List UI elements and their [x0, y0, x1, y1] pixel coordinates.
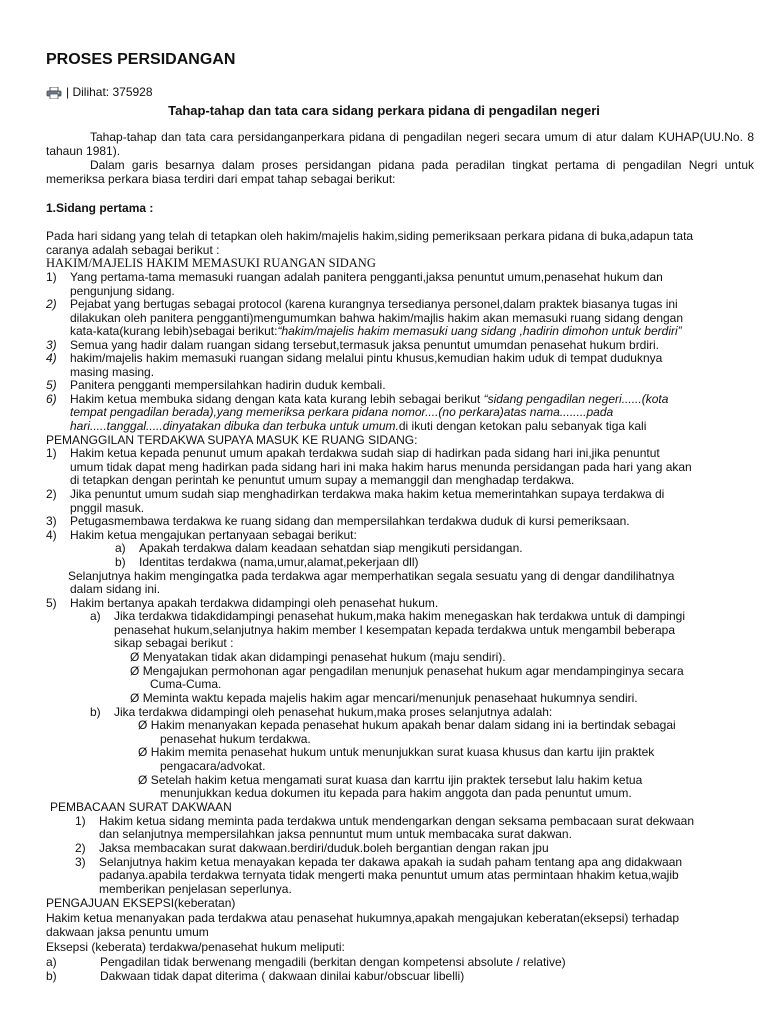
body-line: Hakim ketua menanyakan pada terdakwa atau penasehat hukumnya,apakah mengajukan keberatan(eksepsi) terhadap: [46, 911, 680, 925]
list-text: Apakah terdakwa dalam keadaan sehatdan siap mengikuti persidangan.: [139, 541, 523, 555]
list-text: Hakim menanyakan kepada penasehat hukum apakah benar dalam sidang ini ia bertindak sebagai: [150, 718, 676, 732]
list-text: Hakim ketua mengajukan pertanyaan sebagai berikut:: [70, 528, 357, 542]
list-text: Menyatakan tidak akan didampingi penasehat hukum (maju sendiri).: [142, 650, 506, 664]
list-item: [46, 970, 464, 984]
list-item: [46, 352, 662, 366]
list-text: Jika terdakwa didampingi oleh penasehat hukum,maka proses selanjutnya adalah:: [114, 705, 553, 719]
page-title: PROSES PERSIDANGAN: [46, 51, 236, 68]
intro-paragraph-2: Dalam garis besarnya dalam proses persidangan pidana pada peradilan tingkat pertama di pengadilan Negri untuk memeriksa perkara biasa terdiri dari empat tahap sebagai berikut:: [46, 158, 754, 186]
list-continuation: Cuma-Cuma.: [150, 677, 222, 691]
list-text: kata-kata(kurang lebih)sebagai berikut:: [70, 324, 278, 338]
list-letter: b): [115, 555, 126, 569]
list-number: 1): [46, 446, 57, 460]
list-number: 1): [46, 270, 57, 284]
intro-paragraph-1: Tahap-tahap dan tata cara persidanganperkara pidana di pengadilan negeri secara umum di atur dalam KUHAP(UU.No. 8 tahaun 1981).: [46, 130, 754, 158]
list-text: Meminta waktu kepada majelis hakim agar mencari/menunjuk penasehaat hukumnya sendiri.: [142, 691, 638, 705]
list-number: 3): [46, 338, 57, 352]
list-letter: a): [115, 541, 126, 555]
body-line: Pada hari sidang yang telah di tetapkan oleh hakim/majelis hakim,siding pemeriksaan perkara pidana di buka,adapun tata: [46, 229, 694, 243]
list-item: [46, 515, 630, 529]
bullet-icon: Ø: [130, 650, 140, 664]
list-continuation: masing masing.: [70, 365, 155, 379]
list-text: Jaksa membacakan surat dakwaan.berdiri/duduk.boleh bergantian dengan rakan jpu: [99, 841, 549, 855]
list-item: [46, 956, 566, 970]
list-text: di ikuti dengan ketokan palu sebanyak tiga kali: [398, 419, 647, 433]
list-letter: a): [46, 955, 57, 969]
list-item: [46, 447, 660, 461]
list-number: 2): [46, 297, 57, 311]
article-heading: Tahap-tahap dan tata cara sidang perkara pidana di pengadilan negeri: [168, 103, 600, 118]
bullet-icon: Ø: [138, 773, 148, 787]
bullet-item: [130, 692, 638, 706]
bullet-item: [138, 719, 676, 733]
list-continuation: sikap sebagai berikut :: [114, 636, 234, 650]
list-number: 4): [46, 351, 57, 365]
list-text: Setelah hakim ketua mengamati surat kuasa dan karrtu ijin praktek tersebut lalu hakim ketua: [150, 773, 643, 787]
list-number: 5): [46, 596, 57, 610]
view-count: | Dilihat: 375928: [66, 85, 153, 99]
list-text: Hakim memita penasehat hukum untuk menunjukkan surat kuasa khusus dan kartu ijin praktek: [150, 745, 655, 759]
list-text: Hakim ketua kepada penunut umum apakah terdakwa sudah siap di hadirkan pada sidang hari ini,jika penuntut: [70, 446, 660, 460]
bullet-icon: Ø: [138, 745, 148, 759]
list-text: Selanjutnya hakim ketua menayakan kepada ter dakawa apakah ia sudah paham tentang apa ang didakwaan: [99, 855, 683, 869]
list-text: Jika penuntut umum sudah siap menghadirkan terdakwa maka hakim ketua memerintahkan supaya terdakwa di: [70, 487, 665, 501]
list-number: 2): [75, 841, 86, 855]
list-number: 1): [75, 814, 86, 828]
list-number: 2): [46, 487, 57, 501]
bullet-icon: Ø: [130, 664, 140, 678]
list-letter: b): [46, 969, 57, 983]
quote-text: “hakim/majelis hakim memasuki uang sidang ,hadirin dimohon untuk berdiri”: [277, 324, 682, 338]
sub-list-item: [115, 556, 418, 570]
list-continuation: [70, 420, 646, 434]
list-item: [46, 271, 663, 285]
list-continuation: pnggil masuk.: [70, 501, 145, 515]
list-continuation: dilakukan oleh panitera pengganti)mengumumkan bahwa hakim/majlis hakim akan memasuki ruang sidang dengan: [70, 311, 684, 325]
subsection-heading: PEMBACAAN SURAT DAKWAAN: [50, 800, 232, 814]
meta-row: [46, 86, 153, 100]
body-line: Eksepsi (keberata) terdakwa/penasehat hukum meliputi:: [46, 940, 345, 954]
list-text: Pengadilan tidak berwenang mengadili (berkitan dengan kompetensi absolute / relative): [100, 955, 566, 969]
list-continuation: dalam sidang ini.: [70, 582, 161, 596]
sub-list-item: [115, 542, 523, 556]
bullet-item: [130, 651, 506, 665]
list-text: Semua yang hadir dalam ruangan sidang tersebut,termasuk jaksa penuntut umumdan penasehat hukum brdiri.: [70, 338, 660, 352]
list-continuation: penasehat hukum,selanjutnya hakim member I kesempatan kepada terdakwa untuk mengambil beberapa: [114, 623, 675, 637]
section-heading: 1.Sidang pertama :: [46, 201, 154, 215]
list-text: Identitas terdakwa (nama,umur,alamat,pekerjaan dll): [139, 555, 419, 569]
list-number: 3): [46, 514, 57, 528]
list-number: 5): [46, 378, 57, 392]
bullet-icon: Ø: [138, 718, 148, 732]
list-continuation: memberikan penjelasan seperlunya.: [99, 882, 292, 896]
list-continuation: padanya.apabila terdakwa ternyata tidak mengerti maka penuntut umum atas permintaan hhakim ketua,wajib: [99, 868, 679, 882]
list-continuation: tempat pengadilan berada),yang memeriksa perkara pidana nomor....(no perkara)atas nama........pada: [70, 405, 614, 419]
bullet-item: [138, 746, 654, 760]
list-letter: a): [90, 609, 101, 623]
subsection-heading: PEMANGGILAN TERDAKWA SUPAYA MASUK KE RUANG SIDANG:: [46, 433, 418, 447]
list-continuation: pengunjung sidang.: [70, 284, 175, 298]
list-continuation: penasehat hukum terdakwa.: [160, 732, 311, 746]
body-line: caranya adalah sebagai berikut :: [46, 243, 220, 257]
list-continuation: dan selanjutnya mempersilahkan jaksa pennuntut mum untuk membacaka surat dakwan.: [99, 827, 572, 841]
quote-text: “sidang pengadilan negeri......(kota: [483, 392, 669, 406]
list-number: 3): [75, 855, 86, 869]
list-number: 4): [46, 528, 57, 542]
list-continuation: Selanjutnya hakim mengingatka pada terdakwa agar memperhatikan segala sesuatu yang di dengar dandilihatnya: [68, 569, 675, 583]
list-text: hakim/majelis hakim memasuki ruangan sidang melalui pintu khusus,kemudian hakim uduk di tempat duduknya: [70, 351, 663, 365]
list-text: Dakwaan tidak dapat diterima ( dakwaan dinilai kabur/obscuar libelli): [100, 969, 465, 983]
bullet-icon: Ø: [130, 691, 140, 705]
list-continuation: di tetapkan dengan perintah ke penuntut umum supay a memanggil dan menghadap terdakwa.: [70, 473, 575, 487]
list-number: 6): [46, 392, 57, 406]
body-line: dakwaan jaksa penuntu umum: [46, 925, 209, 939]
list-text: Petugasmembawa terdakwa ke ruang sidang dan mempersilahkan terdakwa duduk di kursi pemeriksaan.: [70, 514, 630, 528]
sub-list-item: [90, 610, 685, 624]
list-text: Jika terdakwa tidakdidampingi penasehat hukum,maka hakim menegaskan hak terdakwa untuk di dampingi: [114, 609, 685, 623]
quote-text: hari.....tanggal.....dinyatakan dibuka dan terbuka untuk umum.: [70, 419, 399, 433]
list-item: [46, 379, 386, 393]
list-item: [46, 488, 664, 502]
list-text: Panitera pengganti mempersilahkan hadirin duduk kembali.: [70, 378, 386, 392]
list-text: Mengajukan permohonan agar pengadilan menunjuk penasehat hukum agar mendampinginya secara: [142, 664, 684, 678]
printer-icon[interactable]: [46, 87, 62, 99]
subsection-heading: HAKIM/MAJELIS HAKIM MEMASUKI RUANGAN SIDANG: [46, 256, 376, 270]
list-text: Pejabat yang bertugas sebagai protocol (karena kurangnya tersedianya personel,dalam praktek biasanya tugas ini: [70, 297, 678, 311]
subsection-heading: PENGAJUAN EKSEPSI(keberatan): [46, 896, 236, 910]
list-text: Hakim ketua sidang meminta pada terdakwa untuk mendengarkan dengan seksama pembacaan surat dekwaan: [99, 814, 695, 828]
list-continuation: menunjukkan kedua dokumen itu kepada para hakim anggota dan pada penuntut umum.: [160, 786, 632, 800]
list-item: [46, 298, 678, 312]
list-text: Yang pertama-tama memasuki ruangan adalah panitera pengganti,jaksa penuntut umum,penasehat hukum dan: [70, 270, 663, 284]
list-text: Hakim bertanya apakah terdakwa didampingi oleh penasehat hukum.: [70, 596, 439, 610]
list-continuation: pengacara/advokat.: [160, 759, 266, 773]
list-letter: b): [90, 705, 101, 719]
list-item: [75, 842, 549, 856]
list-continuation: umum tidak dapat meng hadirkan pada sidang hari ini maka hakim harus menunda persidangan pada hari yang akan: [70, 460, 692, 474]
list-text: Hakim ketua membuka sidang dengan kata kata kurang lebih sebagai berikut: [70, 392, 484, 406]
list-continuation: [70, 325, 682, 339]
